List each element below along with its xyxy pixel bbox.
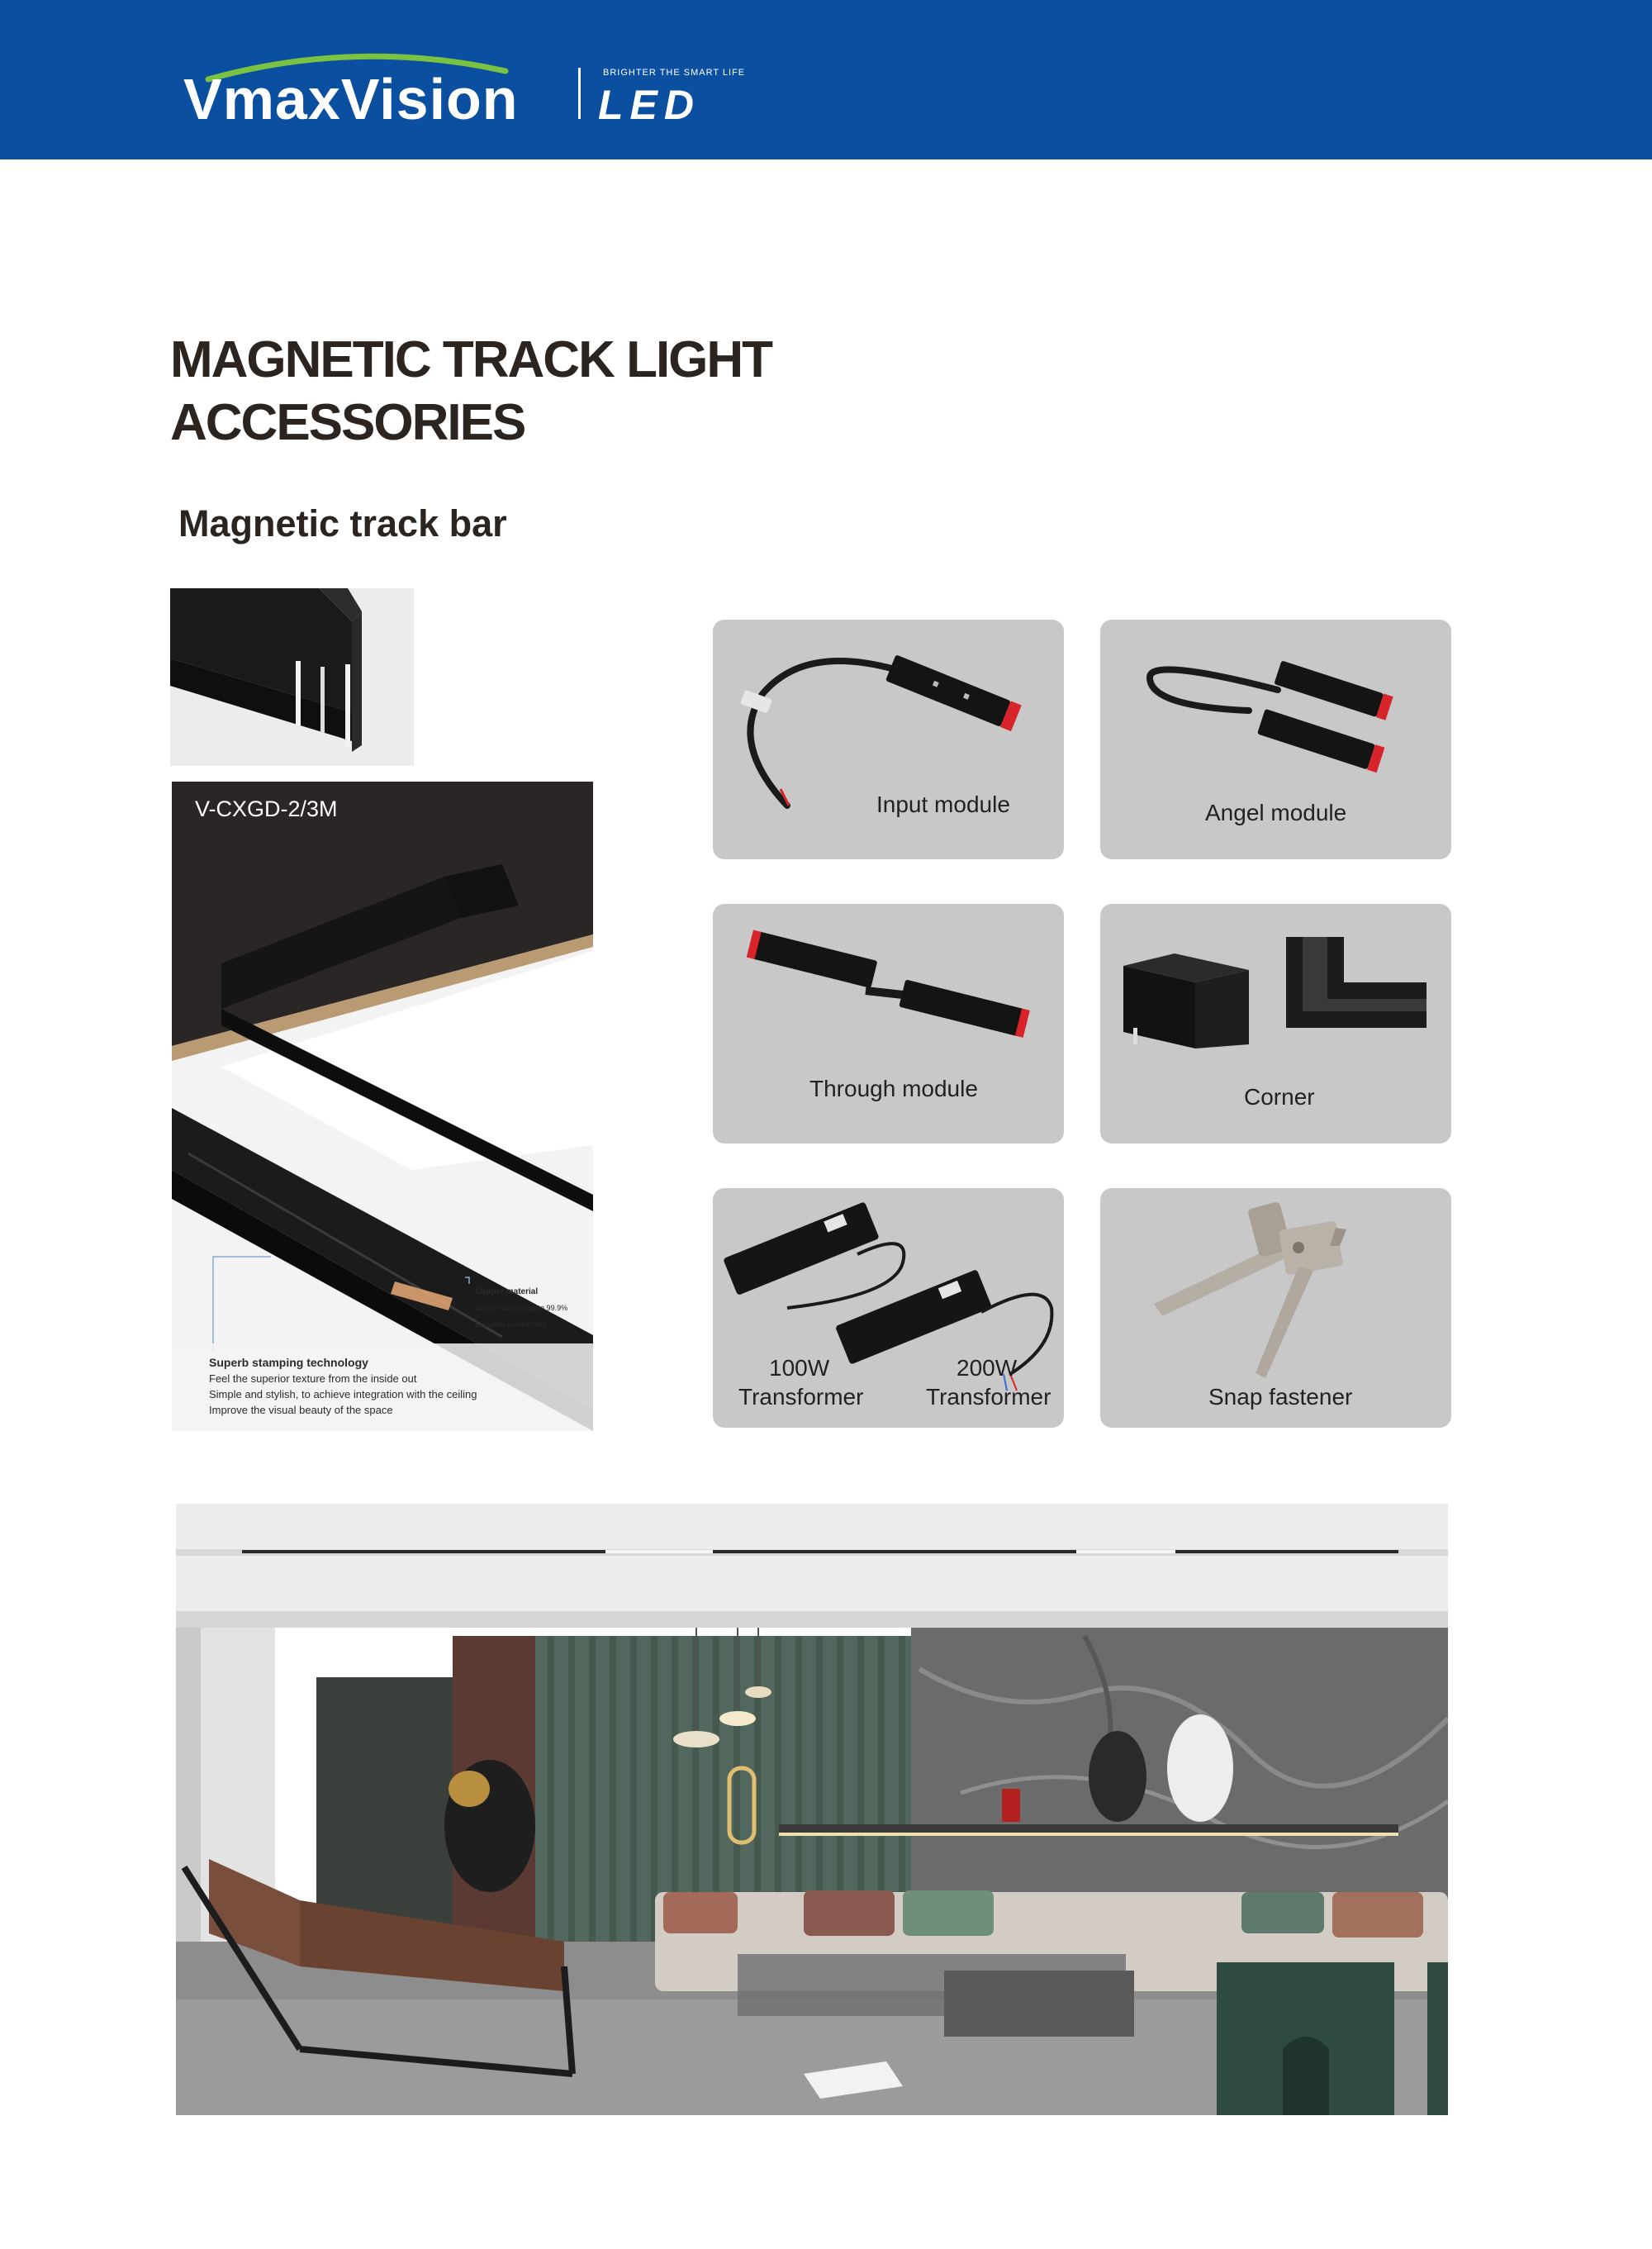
brand-name: VmaxVision	[183, 67, 519, 131]
card-snap-fastener	[1100, 1188, 1451, 1428]
corner-label: Corner	[1244, 1084, 1315, 1110]
model-code: V-CXGD-2/3M	[195, 796, 338, 821]
input-module-image	[713, 620, 1064, 859]
transformer-200w-label: Transformer	[926, 1384, 1051, 1410]
page-title	[170, 329, 1079, 454]
track-bar-product-photo	[172, 782, 593, 1431]
transformer-200w-power: 200W	[957, 1355, 1018, 1381]
page-title-line-2: ACCESSORIES	[170, 394, 525, 451]
copper-material-line: Copper content up to 99.9%	[475, 1304, 568, 1312]
svg-text:LED: LED	[598, 82, 700, 122]
copper-material-line: Excellent conductivity	[475, 1320, 547, 1329]
card-transformers	[713, 1188, 1064, 1428]
logo-divider	[578, 68, 581, 119]
stamping-heading: Superb stamping technology	[209, 1356, 368, 1369]
through-module-label: Through module	[809, 1076, 978, 1101]
led-wordmark	[596, 81, 762, 122]
vmaxvision-logo	[183, 50, 745, 132]
angel-module-label: Angel module	[1205, 800, 1347, 825]
card-angel-module	[1100, 620, 1451, 859]
card-through-module	[713, 904, 1064, 1144]
transformer-100w-power: 100W	[769, 1355, 830, 1381]
snap-fastener-label: Snap fastener	[1208, 1384, 1353, 1410]
stamping-line: Feel the superior texture from the inside out	[209, 1372, 417, 1385]
living-room-photo	[176, 1504, 1448, 2115]
header-band	[0, 0, 1652, 159]
track-bar-thumbnail	[170, 588, 414, 766]
copper-material-heading: Copper material	[475, 1287, 539, 1296]
section-subtitle: Magnetic track bar	[178, 502, 507, 544]
card-input-module	[713, 620, 1064, 859]
page-title-line-1: MAGNETIC TRACK LIGHT	[170, 331, 772, 388]
stamping-line: Simple and stylish, to achieve integration with the ceiling	[209, 1388, 477, 1400]
input-module-label: Input module	[876, 792, 1010, 817]
stamping-line: Improve the visual beauty of the space	[209, 1404, 393, 1416]
card-corner	[1100, 904, 1451, 1144]
transformer-100w-label: Transformer	[738, 1384, 864, 1410]
brand-tagline: BRIGHTER THE SMART LIFE	[603, 68, 746, 78]
through-module-image	[713, 904, 1064, 1144]
